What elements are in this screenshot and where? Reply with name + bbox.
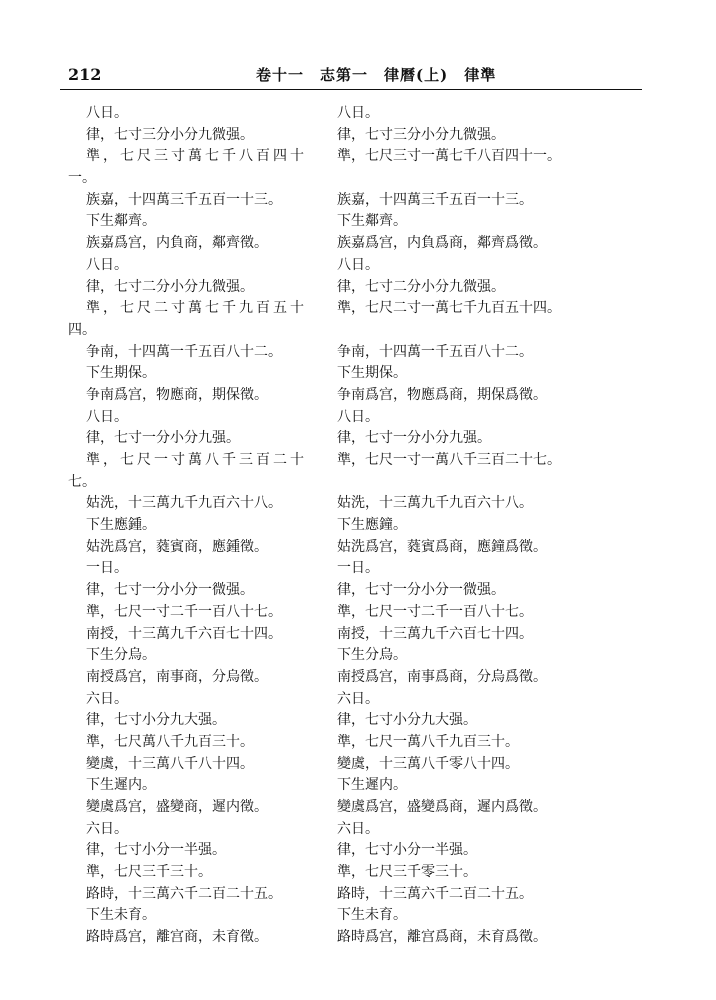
left-text-line: 律，七寸一分小分一微强。 <box>86 582 254 599</box>
right-text-line: 八日。 <box>337 105 379 121</box>
right-text-line: 姑洗爲宫，蕤賓爲商，應鐘爲徵。 <box>337 538 547 555</box>
right-text-line: 下生應鐘。 <box>337 517 407 534</box>
right-text-line: 準，七尺一萬八千九百三十。 <box>337 733 519 750</box>
right-text-line: 準，七尺二寸一萬七千九百五十四。 <box>337 300 561 317</box>
left-text-line: 族嘉，十四萬三千五百一十三。 <box>86 191 282 208</box>
left-text-line: 下生未育。 <box>86 907 156 924</box>
page-header <box>60 62 640 90</box>
right-text-line: 律，七寸一分小分九强。 <box>337 430 491 447</box>
left-text-line: 七。 <box>68 473 96 490</box>
page-number: 212 <box>68 65 102 84</box>
left-text-line: 下生遲内。 <box>86 777 156 794</box>
left-text-line: 八日。 <box>86 256 128 273</box>
left-text-line: 律，七寸二分小分九微强。 <box>86 278 254 295</box>
left-column <box>68 103 307 949</box>
right-text-line: 變虞爲宫，盛變爲商，遲内爲徵。 <box>337 799 547 815</box>
left-text-line: 變虞，十三萬八千八十四。 <box>86 755 254 772</box>
right-text-line: 下生分烏。 <box>337 647 407 664</box>
right-column <box>337 103 627 949</box>
left-text-line: 律，七寸小分九大强。 <box>86 712 226 729</box>
right-text-line: 準，七尺一寸二千一百八十七。 <box>337 603 533 620</box>
right-text-line: 六日。 <box>337 820 379 837</box>
right-text-line: 下生期保。 <box>337 365 407 382</box>
right-text-line: 八日。 <box>337 408 379 425</box>
left-text-line: 準，七尺一寸二千一百八十七。 <box>86 603 282 620</box>
left-text-line: 下生鄰齊。 <box>86 213 156 230</box>
right-text-line: 律，七寸二分小分九微强。 <box>337 278 505 295</box>
right-text-line <box>337 168 627 190</box>
left-text-line: 準，七尺二寸萬七千九百五十 <box>86 300 307 317</box>
left-text-line: 一。 <box>68 170 96 187</box>
right-text-line: 律，七寸小分一半强。 <box>337 842 477 859</box>
left-text-line: 族嘉爲宫，内負商，鄰齊徵。 <box>86 235 268 252</box>
right-text-line: 準，七尺三寸一萬七千八百四十一。 <box>337 148 561 165</box>
right-text-line: 争南，十四萬一千五百八十二。 <box>337 343 533 360</box>
left-text-line: 姑洗，十三萬九千九百六十八。 <box>86 495 282 512</box>
left-text-line: 争南，十四萬一千五百八十二。 <box>86 343 282 360</box>
right-text-line: 八日。 <box>337 256 379 273</box>
right-text-line: 族嘉爲宫，内負爲商，鄰齊爲徵。 <box>337 235 547 252</box>
right-text-line: 路時，十三萬六千二百二十五。 <box>337 885 533 902</box>
left-text-line: 路時爲宫，離宫商，未育徵。 <box>86 929 268 946</box>
left-text-line: 南授爲宫，南事商，分烏徵。 <box>86 668 268 685</box>
right-text-line <box>337 472 627 494</box>
right-text-line: 一日。 <box>337 560 379 577</box>
right-text-line: 南授爲宫，南事爲商，分烏爲徵。 <box>337 668 547 685</box>
right-text-line: 姑洗，十三萬九千九百六十八。 <box>337 495 533 512</box>
left-text-line: 路時，十三萬六千二百二十五。 <box>86 885 282 902</box>
left-text-line: 律，七寸三分小分九微强。 <box>86 126 254 143</box>
left-text-line: 準，七尺一寸萬八千三百二十 <box>86 452 307 468</box>
right-text-line: 族嘉，十四萬三千五百一十三。 <box>337 191 533 208</box>
right-text-line: 六日。 <box>337 690 379 707</box>
left-text-line: 變虞爲宫，盛變商，遲内徵。 <box>86 799 268 815</box>
left-text-line: 下生期保。 <box>86 365 156 382</box>
right-text-line: 下生遲内。 <box>337 777 407 794</box>
right-text-line: 準，七尺一寸一萬八千三百二十七。 <box>337 452 561 468</box>
running-head: 卷十一 志第一 律曆(上) 律準 <box>256 66 497 84</box>
right-text-line: 變虞，十三萬八千零八十四。 <box>337 755 519 772</box>
right-text-line: 下生未育。 <box>337 907 407 924</box>
left-text-line: 南授，十三萬九千六百七十四。 <box>86 625 282 642</box>
header-rule <box>60 89 642 90</box>
left-text-line: 八日。 <box>86 408 128 425</box>
left-text-line: 下生應鍾。 <box>86 517 156 534</box>
left-text-line: 六日。 <box>86 690 128 707</box>
right-text-line <box>337 320 627 342</box>
left-text-line: 準，七尺三千三十。 <box>86 864 212 881</box>
left-text-line: 四。 <box>68 321 96 338</box>
right-text-line: 律，七寸小分九大强。 <box>337 712 477 729</box>
left-text-line: 争南爲宫，物應商，期保徵。 <box>86 386 268 403</box>
left-text-line: 六日。 <box>86 820 128 837</box>
left-text-line: 一日。 <box>86 560 128 577</box>
right-text-line: 南授，十三萬九千六百七十四。 <box>337 625 533 642</box>
left-text-line: 姑洗爲宫，蕤賓商，應鍾徵。 <box>86 538 268 555</box>
right-text-line: 争南爲宫，物應爲商，期保爲徵。 <box>337 386 547 403</box>
left-text-line: 下生分烏。 <box>86 647 156 664</box>
right-text-line: 律，七寸三分小分九微强。 <box>337 126 505 143</box>
left-text-line: 律，七寸小分一半强。 <box>86 842 226 859</box>
left-text-line: 準，七尺三寸萬七千八百四十 <box>86 148 307 165</box>
right-text-line: 下生鄰齊。 <box>337 213 407 230</box>
left-text-line: 準，七尺萬八千九百三十。 <box>86 733 254 750</box>
right-text-line: 路時爲宫，離宫爲商，未育爲徵。 <box>337 929 547 946</box>
right-text-line: 準，七尺三千零三十。 <box>337 864 477 881</box>
left-text-line: 律，七寸一分小分九强。 <box>86 430 240 447</box>
right-text-line: 律，七寸一分小分一微强。 <box>337 582 505 599</box>
left-text-line: 八日。 <box>86 105 128 121</box>
